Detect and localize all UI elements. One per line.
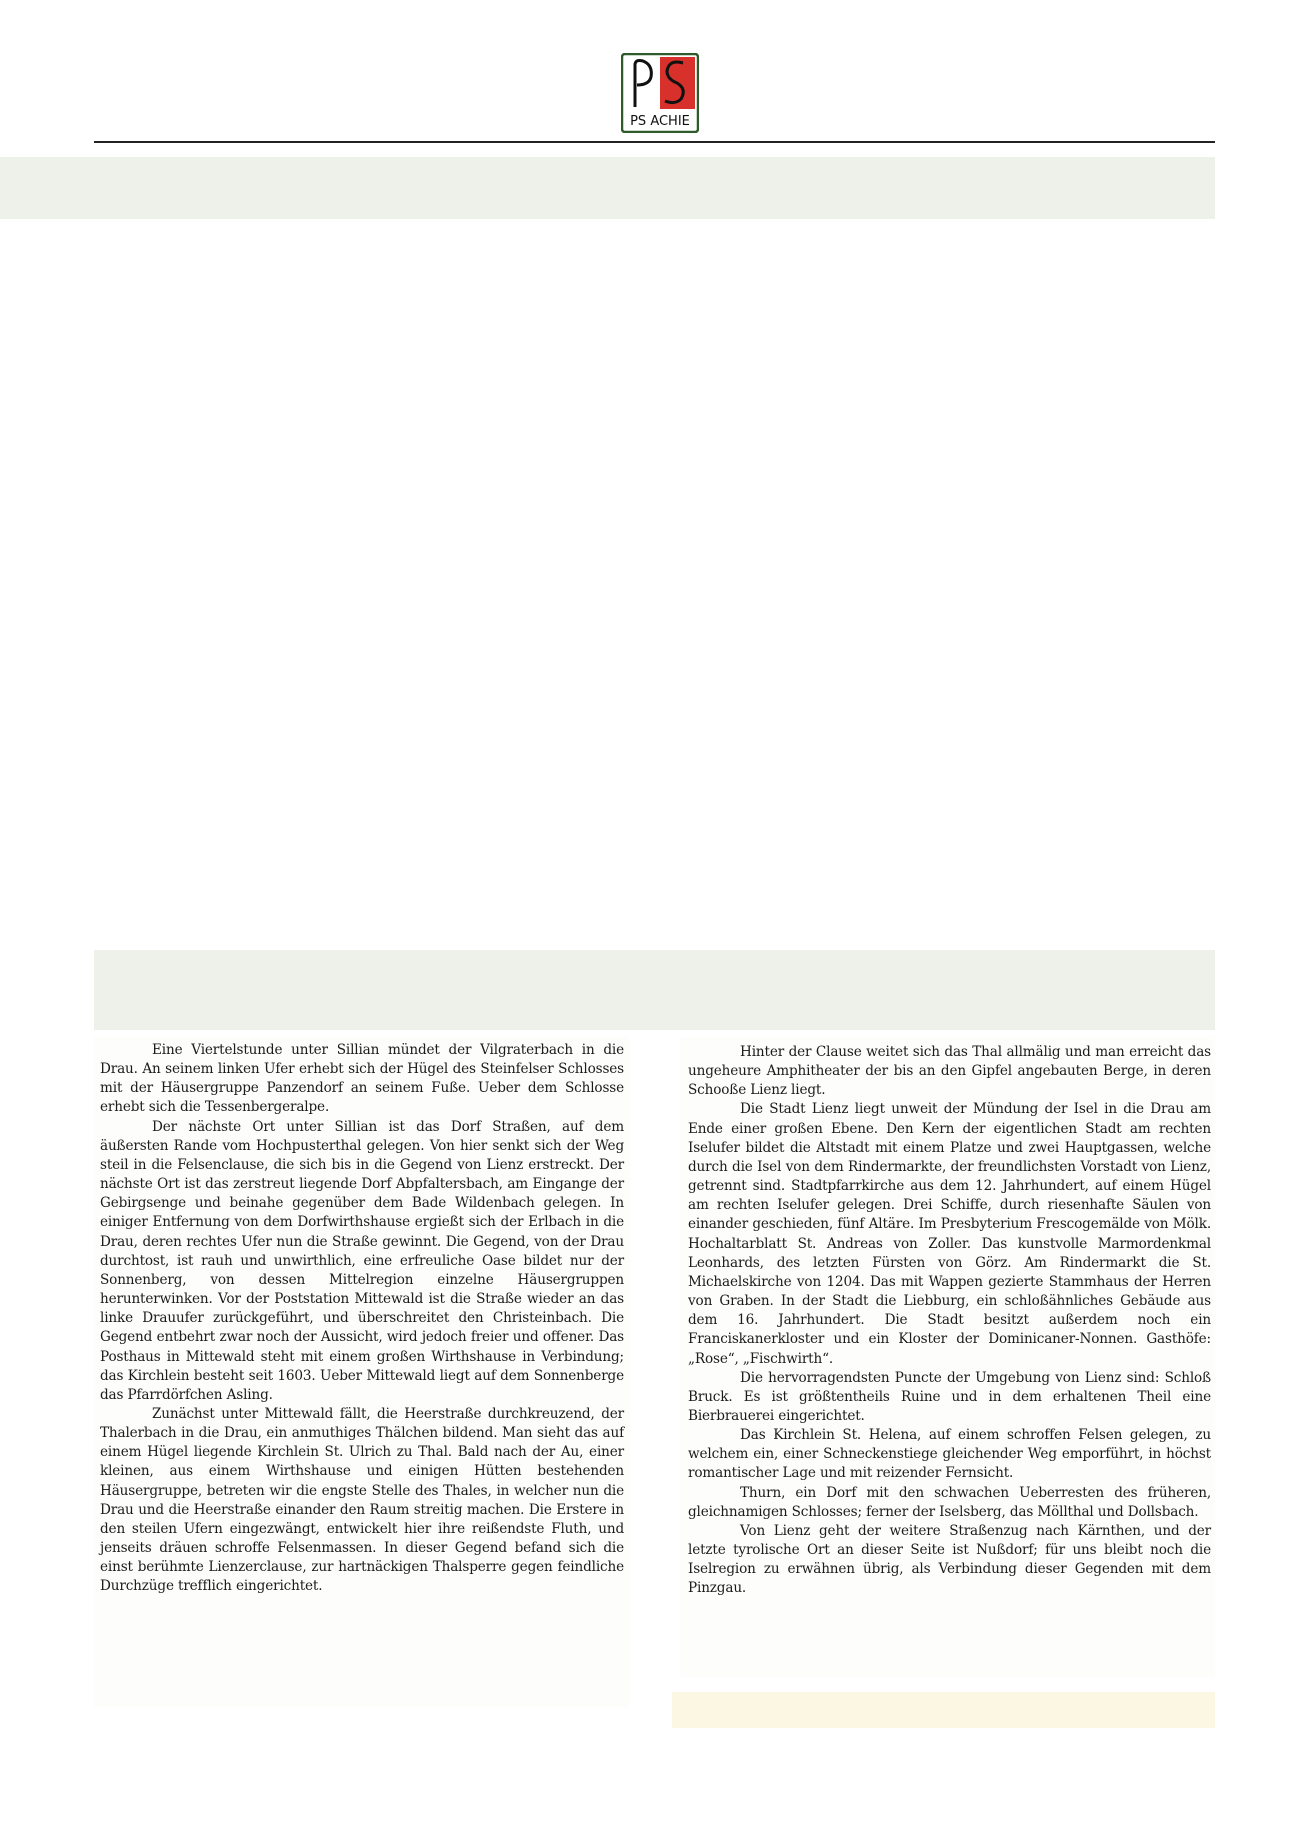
paragraph: Die hervorragendsten Puncte der Umgebung von Lienz sind: Schloß Bruck. Es ist größtentheils Ruine und in dem erhaltenen Theil eine Bierbrauerei eingerichtet. bbox=[688, 1369, 1211, 1424]
pachie-logo bbox=[621, 53, 699, 133]
scan-left-column bbox=[94, 1037, 630, 1707]
top-band bbox=[0, 157, 1215, 219]
logo-text: PS ACHIE bbox=[630, 114, 690, 129]
right-column-text bbox=[680, 1037, 1215, 1599]
left-column-text bbox=[94, 1037, 630, 1597]
middle-band bbox=[94, 950, 1215, 1030]
highlight-band bbox=[672, 1692, 1215, 1728]
header-rule bbox=[94, 141, 1215, 143]
scan-right-column bbox=[680, 1037, 1215, 1677]
paragraph: Eine Viertelstunde unter Sillian mündet der Vilgraterbach in die Drau. An seinem linken Ufer erhebt sich der Hügel des Steinfelser Schlosses mit der Häusergruppe Panzendorf an seinem Fuße. Ueber dem Schlosse erhebt sich die Tessenbergeralpe. bbox=[100, 1042, 624, 1116]
paragraph: Hinter der Clause weitet sich das Thal allmälig und man erreicht das ungeheure Amphitheater der bis an den Gipfel angebauten Berge, in deren Schooße Lienz liegt. bbox=[688, 1044, 1211, 1099]
paragraph: Thurn, ein Dorf mit den schwachen Ueberresten des früheren, gleichnamigen Schlosses; ferner der Iselsberg, das Möllthal und Dollsbach. bbox=[688, 1484, 1211, 1520]
paragraph: Das Kirchlein St. Helena, auf einem schroffen Felsen gelegen, zu welchem ein, einer Schneckenstiege gleichender Weg emporführt, in höchst romantischer Lage und mit reizender Fernsicht. bbox=[688, 1427, 1211, 1482]
paragraph: Der nächste Ort unter Sillian ist das Dorf Straßen, auf dem äußersten Rande vom Hochpusterthal gelegen. Von hier senkt sich der Weg steil in die Felsenclause, die sich bis in die Gegend von Lienz erstreckt. Der nächste Ort ist das zerstreut liegende Dorf Abpfaltersbach, am Eingange der Gebirgsenge und beinahe gegenüber dem Bade Wildenbach gelegen. In einiger Entfernung von dem Dorfwirthshause ergießt sich der Erlbach in die Drau, deren rechtes Ufer nun die Straße gewinnt. Die Gegend, von der Drau durchtost, ist rauh und unwirthlich, eine erfreuliche Oase bildet nur der Sonnenberg, von dessen Mittelregion einzelne Häusergruppen herunterwinken. Vor der Poststation Mittewald ist die Straße wieder an das linke Drauufer zurückgeführt, und überschreitet den Christeinbach. Die Gegend entbehrt zwar noch der Aussicht, wird jedoch freier und offener. Das Posthaus in Mittewald steht mit einem großen Wirthshause in Verbindung; das Kirchlein besteht seit 1603. Ueber Mittewald liegt auf dem Sonnenberge das Pfarrdörfchen Asling. bbox=[100, 1118, 624, 1403]
paragraph: Die Stadt Lienz liegt unweit der Mündung der Isel in die Drau am Ende einer großen Ebene. Den Kern der eigentlichen Stadt am rechten Iselufer bildet die Altstadt mit einem Platze und zwei Hauptgassen, welche durch die Isel von dem Rindermarkte, der freundlichsten Vorstadt von Lienz, getrennt sind. Stadtpfarrkirche aus dem 12. Jahrhundert, auf einem Hügel am rechten Iselufer gelegen. Drei Schiffe, durch riesenhafte Säulen von einander geschieden, fünf Altäre. Im Presbyterium Frescogemälde von Mölk. Hochaltarblatt St. Andreas von Zoller. Das kunstvolle Marmordenkmal Leonhards, des letzten Fürsten von Görz. Am Rindermarkt die St. Michaelskirche von 1204. Das mit Wappen gezierte Stammhaus der Herren von Graben. In der Stadt die Liebburg, ein schloßähnliches Gebäude aus dem 16. Jahrhundert. Die Stadt besitzt außerdem noch ein Franciskanerkloster und ein Kloster der Dominicaner-Nonnen. Gasthöfe: „Rose“, „Fischwirth“. bbox=[688, 1101, 1211, 1367]
paragraph: Von Lienz geht der weitere Straßenzug nach Kärnthen, und der letzte tyrolische Ort an dieser Seite ist Nußdorf; für uns bleibt noch die Iselregion zu erwähnen übrig, als Verbindung dieser Gegenden mit dem Pinzgau. bbox=[688, 1522, 1211, 1597]
paragraph: Zunächst unter Mittewald fällt, die Heerstraße durchkreuzend, der Thalerbach in die Drau, ein anmuthiges Thälchen bildend. Man sieht das auf einem Hügel liegende Kirchlein St. Ulrich zu Thal. Bald nach der Au, einer kleinen, aus einem Wirthshause und einigen Hütten bestehenden Häusergruppe, betreten wir die engste Stelle des Thales, in welcher nun die Drau und die Heerstraße einander den Raum streitig machen. Die Erstere in den steilen Ufern eingezwängt, entwickelt hier ihre reißendste Fluth, und jenseits dräuen schroffe Felsenmassen. In dieser Gegend befand sich die einst berühmte Lienzerclause, zur hartnäckigen Thalsperre gegen feindliche Durchzüge trefflich eingerichtet. bbox=[100, 1405, 624, 1595]
